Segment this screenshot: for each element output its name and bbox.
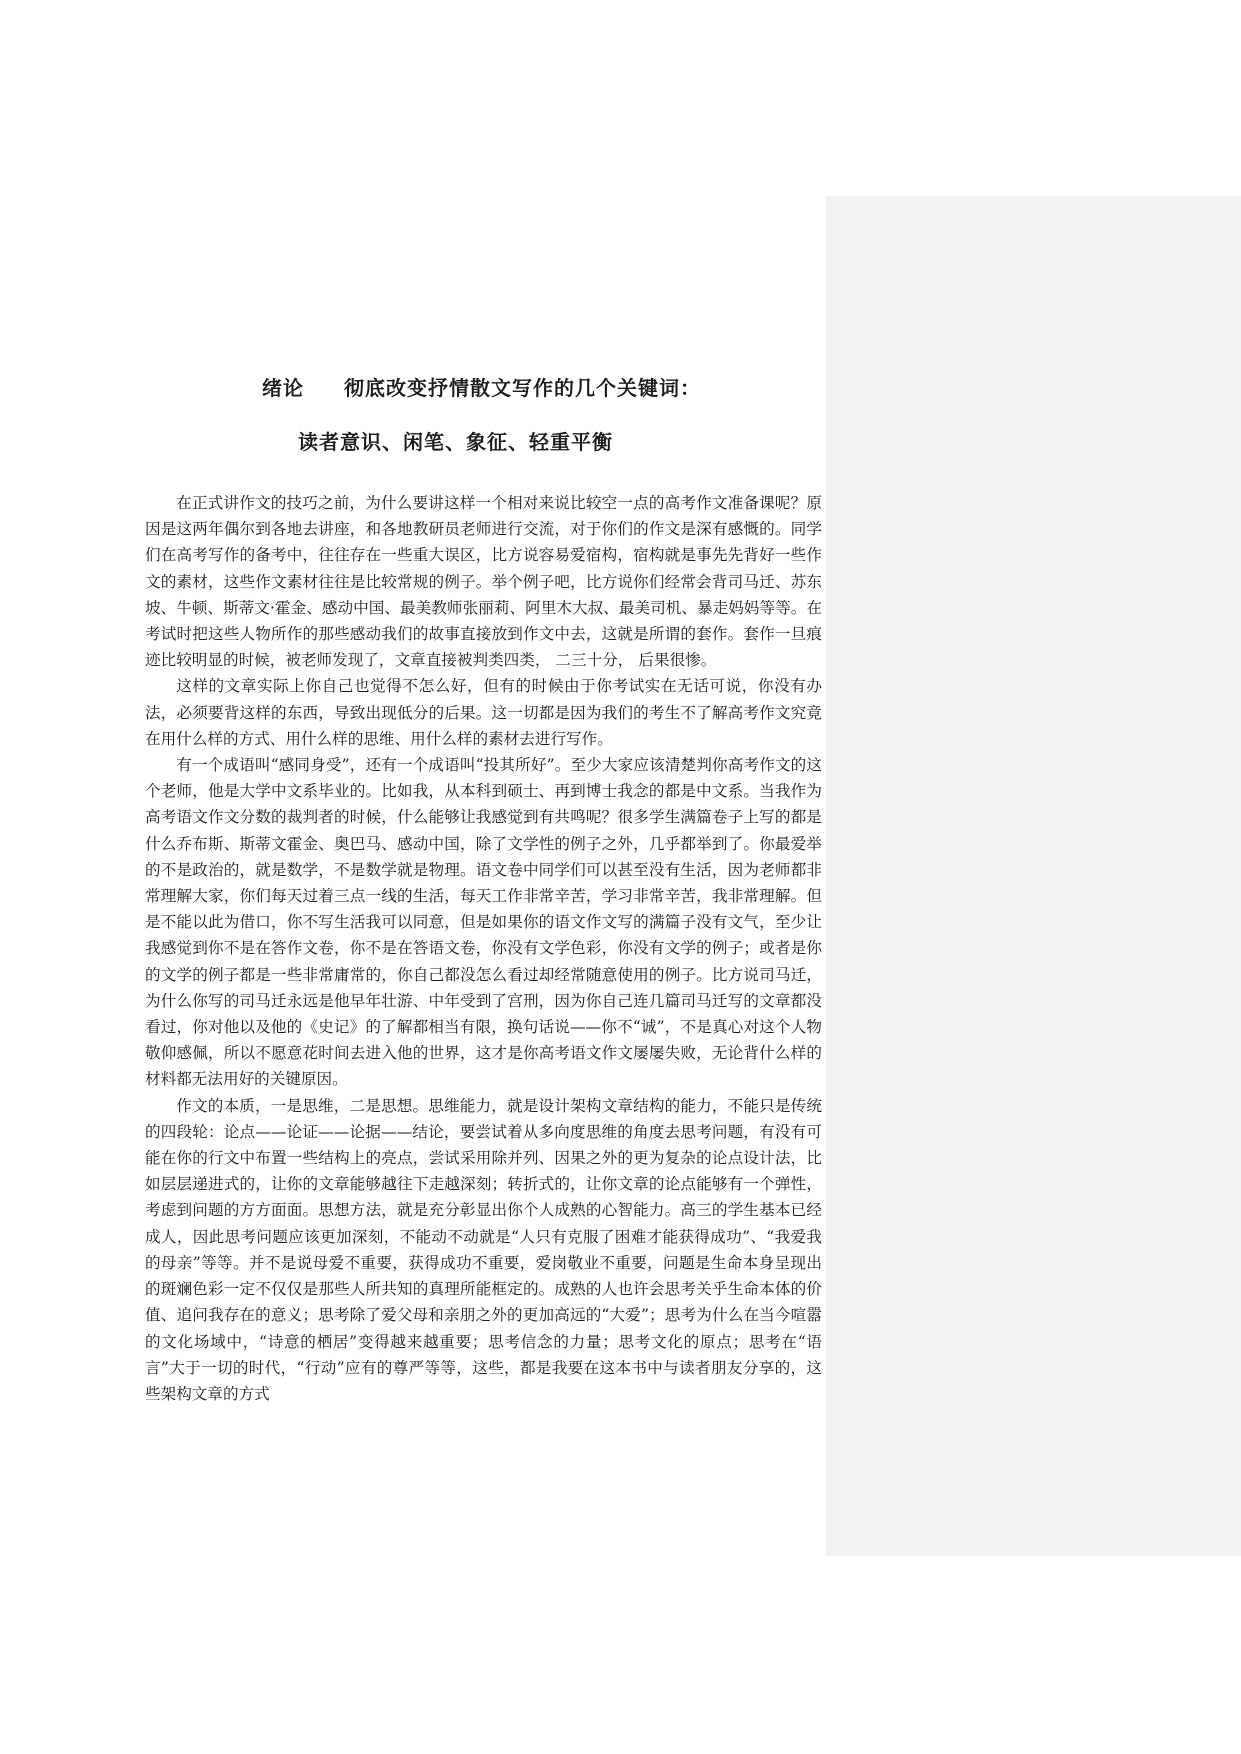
paragraph-4: 作文的本质，一是思维，二是思想。思维能力，就是设计架构文章结构的能力，不能只是传统的四段轮：论点——论证——论据——结论，要尝试着从多向度思维的角度去思考问题，有没有可能在你的行文中布置一些结构上的亮点，尝试采用除并列、因果之外的更为复杂的论点设计法，比如层层递进式的，让你的文章能够越往下走越深刻；转折式的，让你文章的论点能够有一个弹性，考虑到问题的方方面面。思想方法，就是充分彰显出你个人成熟的心智能力。高三的学生基本已经成人，因此思考问题应该更加深刻，不能动不动就是“人只有克服了困难才能获得成功”、“我爱我的母亲”等等。并不是说母爱不重要，获得成功不重要，爱岗敬业不重要，问题是生命本身呈现出的斑斓色彩一定不仅仅是那些人所共知的真理所能框定的。成熟的人也许会思考关乎生命本体的价值、追问我存在的意义；思考除了爱父母和亲朋之外的更加高远的“大爱”；思考为什么在当今喧嚣的文化场域中，“诗意的栖居”变得越来越重要；思考信念的力量；思考文化的原点；思考在“语言”大于一切的时代，“行动”应有的尊严等等，这些，都是我要在这本书中与读者朋友分享的，这些架构文章的方式 bbox=[145, 1096, 822, 1403]
comment-margin-pane bbox=[826, 196, 1241, 1556]
paragraph-2: 这样的文章实际上你自己也觉得不怎么好，但有的时候由于你考试实在无话可说，你没有办法，必须要背这样的东西，导致出现低分的后果。这一切都是因为我们的考生不了解高考作文究竟在用什么样的方式、用什么样的思维、用什么样的素材去进行写作。 bbox=[145, 677, 822, 748]
paragraph-1: 在正式讲作文的技巧之前，为什么要讲这样一个相对来说比较空一点的高考作文准备课呢？原因是这两年偶尔到各地去讲座，和各地教研员老师进行交流，对于你们的作文是深有感慨的。同学们在高考写作的备考中，往往存在一些重大误区，比方说容易爱宿构，宿构就是事先先背好一些作文的素材，这些作文素材往往是比较常规的例子。举个例子吧，比方说你们经常会背司马迁、苏东坡、牛顿、斯蒂文·霍金、感动中国、最美教师张丽莉、阿里木大叔、最美司机、暴走妈妈等等。在考试时把这些人物所作的那些感动我们的故事直接放到作文中去，这就是所谓的套作。套作一旦痕迹比较明显的时候，被老师发现了，文章直接被判类四类， 二三十分， 后果很惨。 bbox=[145, 494, 822, 670]
body-text bbox=[145, 490, 822, 1407]
title-main: 彻底改变抒情散文写作的几个关键词： bbox=[344, 376, 701, 400]
title-line-1 bbox=[262, 372, 701, 401]
paragraph-3: 有一个成语叫“感同身受”，还有一个成语叫“投其所好”。至少大家应该清楚判你高考作文的这个老师，他是大学中文系毕业的。比如我，从本科到硕士、再到博士我念的都是中文系。当我作为高考语文作文分数的裁判者的时候，什么能够让我感觉到有共鸣呢？很多学生满篇卷子上写的都是什么乔布斯、斯蒂文霍金、奥巴马、感动中国，除了文学性的例子之外，几乎都举到了。你最爱举的不是政治的，就是数学，不是数学就是物理。语文卷中同学们可以甚至没有生活，因为老师都非常理解大家，你们每天过着三点一线的生活，每天工作非常辛苦，学习非常辛苦，我非常理解。但是不能以此为借口，你不写生活我可以同意，但是如果你的语文作文写的满篇子没有文气，至少让我感觉到你不是在答作文卷，你不是在答语文卷，你没有文学色彩，你没有文学的例子；或者是你的文学的例子都是一些非常庸常的，你自己都没怎么看过却经常随意使用的例子。比方说司马迁，为什么你写的司马迁永远是他早年壮游、中年受到了宫刑，因为你自己连几篇司马迁写的文章都没看过，你对他以及他的《史记》的了解都相当有限，换句话说——你不“诚”，不是真心对这个人物敬仰感佩，所以不愿意花时间去进入他的世界，这才是你高考语文作文屡屡失败，无论背什么样的材料都无法用好的关键原因。 bbox=[145, 756, 822, 1089]
title-line-2: 读者意识、闲笔、象征、轻重平衡 bbox=[298, 430, 613, 454]
title-chapter-label: 绪论 bbox=[262, 376, 304, 400]
